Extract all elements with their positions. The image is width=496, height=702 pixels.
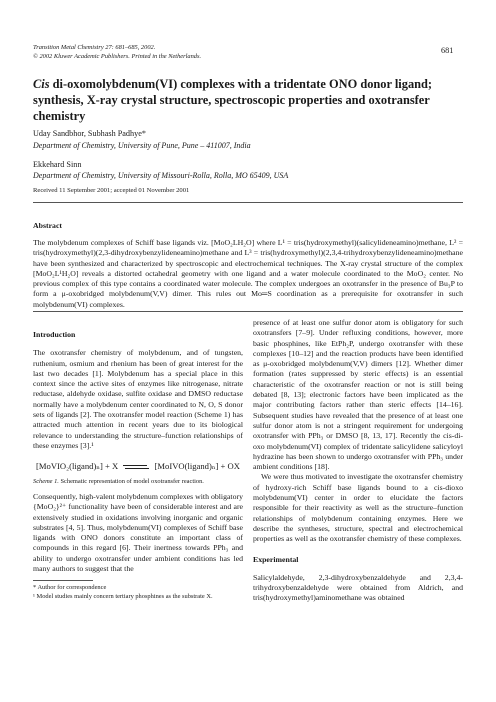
journal-citation (33, 44, 201, 61)
abstract-body: The molybdenum complexes of Schiff base ligands viz. [MoO₂LH₂O] where L¹ = tris(hydroxymethyl)(salicylideneamino)methane, L² = tris(hydroxymethyl)(2,3-dihydroxybenzylideneamino)methane and L³ = tris(hydroxymethyl)(2,3,4-trihydroxybenzylideneamino)methane have been synthesized and characterized by spectroscopic and electrochemical techniques. The X-ray crystal structure of the complex [MoO₂L¹H₂O] reveals a distorted octahedral geometry with one ligand and a water molecule coordinated to the MoO₂ center. No previous complex of this type contains a coordinated water molecule. The complex undergoes an oxotransfer in the presence of Bu₃P to form a μ-oxobridged molybdenum(V,V) dimer. This rules out Mo═S coordination as a prerequisite for oxotransfer in such molybdenum(VI) complexes. (33, 238, 463, 309)
page-number: 681 (441, 46, 454, 55)
scheme-reactants: [MoVIO₂(ligand)ₙ] + X (36, 461, 119, 472)
affiliation-2: Department of Chemistry, University of Missouri-Rolla, Rolla, MO 65409, USA (33, 171, 289, 180)
experimental-heading: Experimental (253, 554, 299, 564)
affiliation-1: Department of Chemistry, University of Pune, Pune – 411007, India (33, 141, 251, 150)
scheme-1-equation (33, 461, 243, 471)
abstract-heading: Abstract (33, 221, 63, 230)
introduction-paragraph-2: Consequently, high-valent molybdenum complexes with obligatory {MoO₂}²⁺ functionality have been of considerable interest and are extensively studied in oxidations involving inorganic and organic substrates [4, 5]. Thus, molybdenum(VI) complexes of Schiff base ligands with ONO donors constitute an important class of compounds in this regard [6]. Their inertness towards PPh₃ and ability to undergo oxotransfer under ambient conditions has led many authors to suggest that the (33, 491, 243, 574)
right-column (253, 318, 463, 604)
equilibrium-arrow-icon (123, 464, 149, 470)
copyright-line: © 2002 Kluwer Academic Publishers. Printed in the Netherlands. (33, 52, 202, 60)
left-column (33, 318, 243, 601)
received-dates: Received 11 September 2001; accepted 01 November 2001 (33, 187, 190, 194)
paper-title (33, 76, 473, 124)
title-italic-word: Cis (33, 77, 50, 91)
right-paragraph-2: We were thus motivated to investigate the oxotransfer chemistry of hydroxy-rich Schiff base ligands bound to a cis-dioxo molybdenum(VI) center in order to elucidate the factors responsible for their reactivity as well as the structure–function relationships of molybdenum containing enzymes. Here we describe the syntheses, structure, spectral and electrochemical properties as well as the oxotransfer chemistry of these complexes. (253, 472, 463, 544)
author-names-2: Ekkehard Sinn (33, 160, 82, 169)
footnote-divider (33, 580, 93, 581)
right-paragraph-1: presence of at least one sulfur donor atom is obligatory for such oxotransfers [7–9]. Under refluxing conditions, however, more basic phosphines, like EtPh₂P, undergo oxotransfer with these complexes [10–12] and the reaction products have been identified as μ-oxobridged molybdenum(V,V) dimers [12]. Whether dimer formation (rates suppressed by steric effects) is an essential characteristic of the oxotransfer reaction or not is still being debated [8, 13]; electronic factors have been implicated as the major contributing factors rather than steric effects [14–16]. Subsequent studies have revealed that the presence of at least one sulfur donor atom is not a stringent requirement for undergoing oxotransfer with PPh₃ or DMSO [8, 13, 17]. Recently the cis-di-oxo molybdenum(VI) complex of tridentate salicylidene salicyloyl hydrazine has been shown to undergo oxotransfer with PPh₃ under ambient conditions [18]. (253, 318, 463, 472)
scheme-caption-text: Schematic representation of model oxotransfer reaction. (58, 477, 204, 485)
scheme-products: [MoIVO(ligand)ₙ] + OX (154, 461, 240, 472)
title-line-1: di-oxomolybdenum(VI) complexes with a tridentate ONO donor ligand; (49, 77, 433, 91)
abstract-divider (33, 311, 463, 312)
introduction-heading: Introduction (33, 330, 76, 339)
author-names-1: Uday Sandbhor, Subhash Padhye* (33, 129, 146, 138)
journal-line: Transition Metal Chemistry 27: 681–685, 2002. (33, 44, 156, 51)
footnote-1: ¹ Model studies mainly concern tertiary phosphines as the substrate X. (33, 592, 213, 600)
scheme-1-caption (33, 478, 243, 486)
introduction-paragraph-1: The oxotransfer chemistry of molybdenum, and of tungsten, ruthenium, osmium and rhenium has been of great interest for the last two decades [1]. Molybdenum has a special place in this context since the active sites of enzymes like nitrogenase, nitrate reductase, aldehyde oxidase, sulfite oxidase and DMSO reductase normally have a molybdenum center coordinated to N, O, S donor sets of ligands [2]. The oxotransfer model reaction (Scheme 1) has attracted much attention in recent years due to its biological relevance to understanding the structure–function relationships of these enzymes [3].¹ (33, 348, 243, 450)
experimental-paragraph: Salicylaldehyde, 2,3-dihydroxybenzaldehyde and 2,3,4-trihydroxybenzaldehyde were obtained from Aldrich, and tris(hydroxymethyl)aminomethane was obtained (253, 572, 463, 603)
header-divider (33, 202, 463, 203)
scheme-caption-label: Scheme 1. (33, 477, 59, 485)
title-line-2: synthesis, X-ray crystal structure, spectroscopic properties and oxotransfer chemistry (33, 93, 430, 123)
footnote-correspondence: * Author for correspondence (33, 584, 107, 592)
